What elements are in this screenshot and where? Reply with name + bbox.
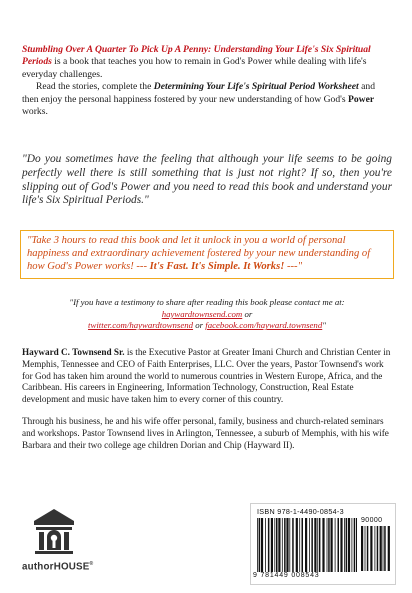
barcode-bar [299, 518, 300, 572]
testimony-line-3 [18, 320, 396, 332]
promo-text: "Take 3 hours to read this book and let it unlock in you a world of personal happiness and extraordinary achievement fostered by your new understanding of how God's Power works! --- [27, 235, 371, 272]
facebook-link[interactable]: facebook.com/hayward.townsend [205, 320, 323, 331]
barcode-bar [265, 518, 266, 572]
barcode-bar [367, 526, 369, 571]
testimony-contact [18, 297, 396, 332]
barcode-bar [340, 518, 342, 572]
intro-paragraph-1 [22, 44, 392, 81]
twitter-link[interactable]: twitter.com/haywardtownsend [88, 320, 194, 331]
bio-paragraph-1 [22, 347, 392, 406]
barcode-bar [282, 518, 283, 572]
barcode-bar [388, 526, 390, 571]
addon-price-code: 90000 [361, 517, 383, 524]
barcode-bar [384, 526, 386, 571]
bio-text-1: is the Executive Pastor at Greater Imani Church and Christian Center in Memphis, Tennessee and CEO of Faith Enterprises, LLC. Over the years, Pastor Townsend's work for God has taken him around the world to numerous countries in Western Europe, Africa, and the Caribbean. His careers in Engineering, Information Technology, Construction, Real Estate development and music have taken him to every corner of this country. [22, 347, 391, 405]
barcode-bar [380, 526, 382, 571]
intro-text-2b: and then enjoy the personal happiness fostered by your new understanding of how God's [22, 81, 375, 105]
barcode-bar [319, 518, 321, 572]
barcode-bar [327, 518, 328, 572]
registered-mark: ® [89, 561, 94, 567]
barcode-bar [259, 518, 261, 572]
promo-slogan: It's Fast. It's Simple. It Works! [149, 260, 285, 272]
intro-text-1: is a book that teaches you how to remain in God's Power while dealing with life's everyday challenges. [22, 56, 367, 80]
barcode-bar [370, 526, 372, 571]
addon-barcode [361, 526, 391, 571]
author-bio [22, 347, 392, 461]
publisher-name-pre: author [22, 561, 54, 573]
ean-barcode [257, 518, 357, 572]
barcode-bar [314, 518, 316, 572]
promo-end: ---" [284, 260, 303, 272]
power-word: Power [347, 93, 375, 105]
barcode-bar [365, 526, 366, 571]
barcode-bar [284, 518, 286, 572]
barcode-bar [322, 518, 324, 572]
barcode-bar [361, 526, 363, 571]
barcode-bar [305, 518, 307, 572]
barcode-bar [354, 518, 356, 572]
isbn-label: ISBN 978-1-4490-0854-3 [257, 507, 344, 516]
barcode-bar [309, 518, 310, 572]
barcode-bar [317, 518, 318, 572]
barcode-bar [331, 518, 333, 572]
barcode-bar [311, 518, 313, 572]
barcode-bar [348, 518, 350, 572]
barcode-bar [344, 518, 345, 572]
barcode-bar [276, 518, 278, 572]
barcode-bar [286, 518, 288, 572]
testimony-lead: "If you have a testimony to share after reading this book please contact me at: [69, 297, 345, 307]
barcode-bar [346, 518, 348, 572]
barcode-bar [302, 518, 304, 572]
worksheet-title: Determining Your Life's Spiritual Period Worksheet [153, 81, 359, 93]
close-quote: " [322, 320, 326, 331]
testimony-line-2 [18, 309, 396, 321]
author-name: Hayward C. Townsend Sr. [22, 347, 125, 357]
barcode-bar [328, 518, 330, 572]
barcode-bar [289, 518, 290, 572]
barcode-bar [292, 518, 294, 572]
promo-box [20, 230, 394, 279]
barcode-bar [383, 526, 384, 571]
barcode-bar [335, 518, 336, 572]
barcode-bar [352, 518, 353, 572]
isbn-barcode-box [250, 503, 396, 585]
authorhouse-logo-icon [32, 507, 76, 557]
barcode-bar [271, 518, 273, 572]
barcode-bar [274, 518, 275, 572]
or-text-2: or [193, 320, 206, 331]
barcode-bar [268, 518, 270, 572]
intro-text-2c: works. [22, 106, 48, 118]
barcode-bar [257, 518, 258, 572]
barcode-bar [375, 526, 376, 571]
question-quote: "Do you sometimes have the feeling that although your life seems to be going perfectly well there is still something that is just not right? If so, then you're slipping out of God's Power and you need to read this book and understand your life's Six Spiritual Periods." [22, 153, 392, 207]
publisher-name-post: HOUSE [53, 561, 90, 573]
intro-text-2a: Read the stories, complete the [36, 81, 154, 93]
barcode-bar [338, 518, 340, 572]
or-text-1: or [242, 308, 253, 319]
book-title: Stumbling Over A Quarter To Pick Up A Penny: Understanding Your Life's Six Spiritual Periods [22, 44, 371, 68]
intro-section [22, 44, 392, 118]
barcode-bar [296, 518, 298, 572]
barcode-bar [278, 518, 280, 572]
barcode-bar [356, 518, 357, 572]
barcode-bar [261, 518, 263, 572]
publisher-logo [22, 507, 102, 575]
intro-paragraph-2 [22, 81, 392, 118]
bio-paragraph-2: Through his business, he and his wife offer personal, family, business and church-related seminars and workshops. Pastor Townsend lives in Arlington, Tennessee, a suburb of Memphis, with his wife Barbara and their two college age children Dorian and Chip (Hayward II). [22, 415, 389, 450]
website-link[interactable]: haywardtownsend.com [161, 308, 243, 319]
barcode-bar [377, 526, 379, 571]
barcode-digits: 9 781449 008543 [253, 572, 320, 579]
publisher-name [22, 561, 93, 572]
